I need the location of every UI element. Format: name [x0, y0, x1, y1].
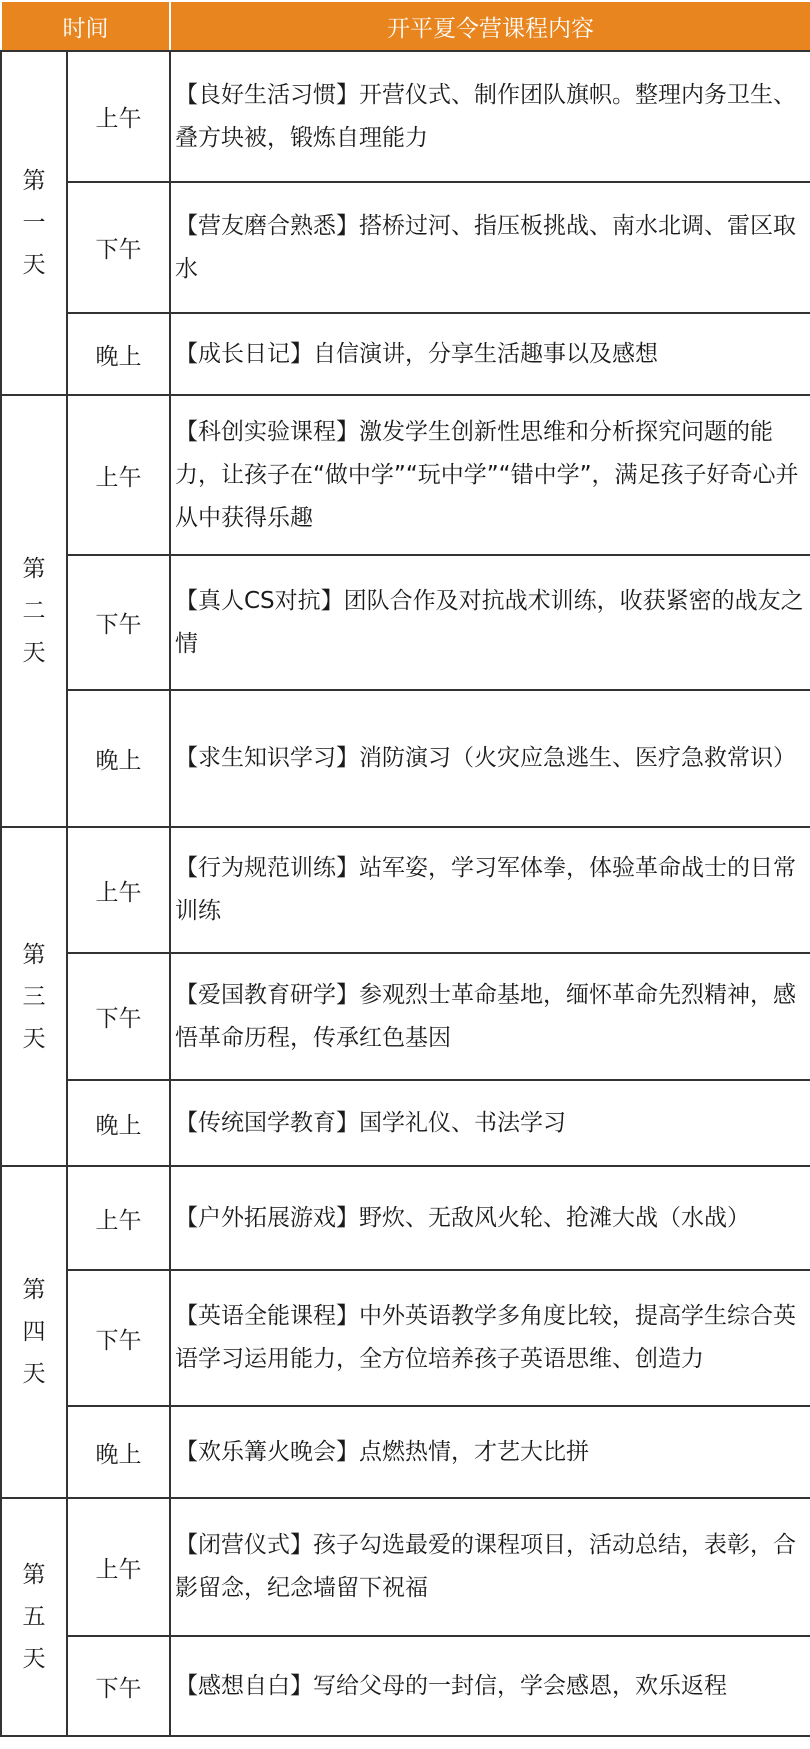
- content-cell: 【营友磨合熟悉】搭桥过河、指压板挑战、南水北调、雷区取水: [170, 182, 810, 313]
- header-content: 开平夏令营课程内容: [170, 1, 810, 51]
- day-label: 第 五 天: [1, 1498, 67, 1736]
- table-row: [1, 555, 810, 690]
- day-label: 第 二 天: [1, 395, 67, 827]
- table-row: [1, 51, 810, 182]
- content-cell: 【闭营仪式】孩子勾选最爱的课程项目，活动总结，表彰，合影留念，纪念墙留下祝福: [170, 1498, 810, 1636]
- content-cell: 【欢乐篝火晚会】点燃热情，才艺大比拼: [170, 1406, 810, 1498]
- content-cell: 【科创实验课程】激发学生创新性思维和分析探究问题的能力，让孩子在“做中学”“玩中学”“错中学”，满足孩子好奇心并从中获得乐趣: [170, 395, 810, 555]
- table-row: [1, 1166, 810, 1270]
- period-cell: 上午: [67, 395, 170, 555]
- table-row: [1, 182, 810, 313]
- content-cell: 【良好生活习惯】开营仪式、制作团队旗帜。整理内务卫生、叠方块被，锻炼自理能力: [170, 51, 810, 182]
- day-label: 第 一 天: [1, 51, 67, 395]
- period-cell: 下午: [67, 1636, 170, 1736]
- table-row: [1, 1270, 810, 1406]
- table-row: [1, 827, 810, 953]
- header-time: 时间: [1, 1, 170, 51]
- content-cell: 【成长日记】自信演讲，分享生活趣事以及感想: [170, 313, 810, 395]
- content-cell: 【求生知识学习】消防演习（火灾应急逃生、医疗急救常识）: [170, 690, 810, 827]
- period-cell: 晚上: [67, 313, 170, 395]
- table-row: [1, 1406, 810, 1498]
- period-cell: 上午: [67, 51, 170, 182]
- period-cell: 上午: [67, 827, 170, 953]
- period-cell: 下午: [67, 555, 170, 690]
- content-cell: 【户外拓展游戏】野炊、无敌风火轮、抢滩大战（水战）: [170, 1166, 810, 1270]
- period-cell: 上午: [67, 1498, 170, 1636]
- content-cell: 【行为规范训练】站军姿，学习军体拳，体验革命战士的日常训练: [170, 827, 810, 953]
- content-cell: 【英语全能课程】中外英语教学多角度比较，提高学生综合英语学习运用能力，全方位培养孩子英语思维、创造力: [170, 1270, 810, 1406]
- period-cell: 上午: [67, 1166, 170, 1270]
- content-cell: 【爱国教育研学】参观烈士革命基地，缅怀革命先烈精神，感悟革命历程，传承红色基因: [170, 953, 810, 1080]
- period-cell: 下午: [67, 182, 170, 313]
- header-row: [1, 1, 810, 51]
- table-row: [1, 1636, 810, 1736]
- table-row: [1, 690, 810, 827]
- period-cell: 下午: [67, 953, 170, 1080]
- period-cell: 下午: [67, 1270, 170, 1406]
- table-row: [1, 395, 810, 555]
- table-row: [1, 1080, 810, 1166]
- day-label: 第 四 天: [1, 1166, 67, 1498]
- period-cell: 晚上: [67, 1080, 170, 1166]
- table-row: [1, 313, 810, 395]
- content-cell: 【感想自白】写给父母的一封信，学会感恩，欢乐返程: [170, 1636, 810, 1736]
- day-label: 第 三 天: [1, 827, 67, 1166]
- table-row: [1, 953, 810, 1080]
- content-cell: 【传统国学教育】国学礼仪、书法学习: [170, 1080, 810, 1166]
- period-cell: 晚上: [67, 1406, 170, 1498]
- content-cell: 【真人CS对抗】团队合作及对抗战术训练，收获紧密的战友之情: [170, 555, 810, 690]
- table-row: [1, 1498, 810, 1636]
- period-cell: 晚上: [67, 690, 170, 827]
